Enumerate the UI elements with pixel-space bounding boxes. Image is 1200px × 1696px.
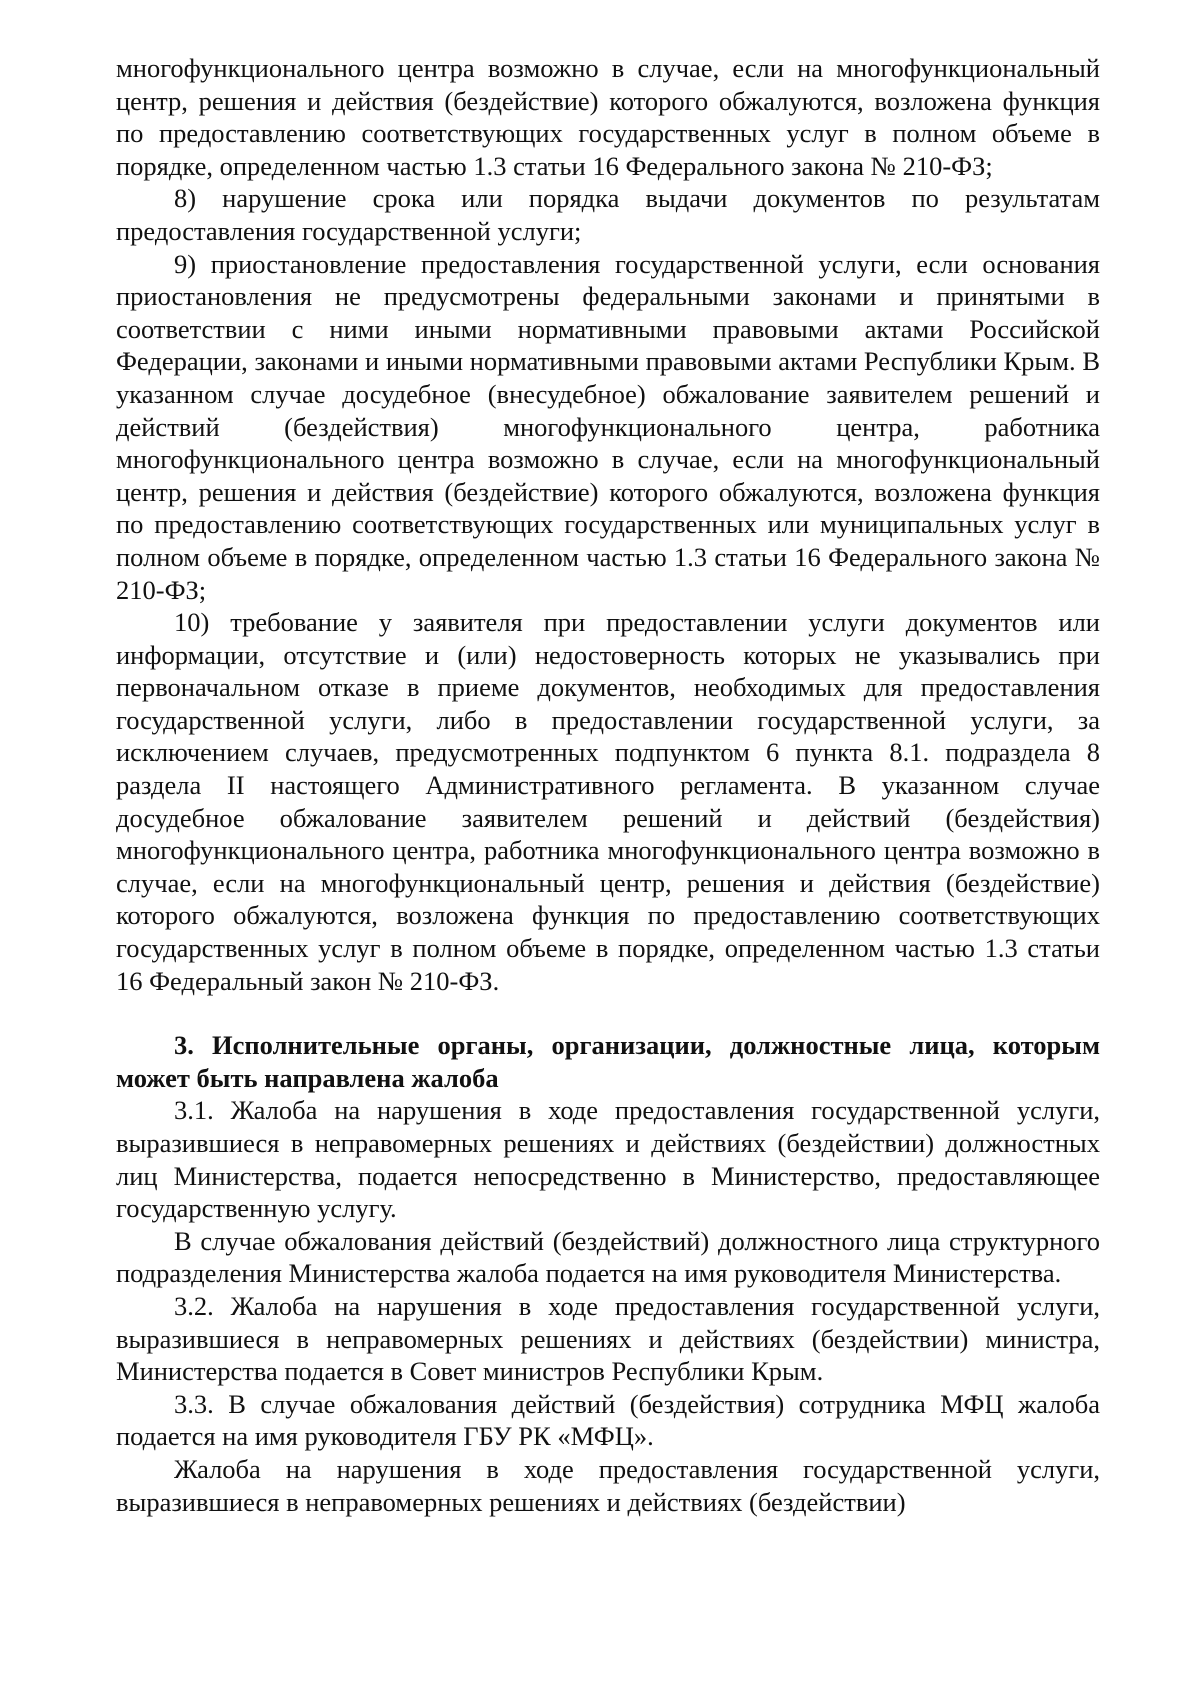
section-heading: 3. Исполнительные органы, организации, должностные лица, которым может быть направлена жалоба bbox=[116, 1030, 1100, 1093]
document-page bbox=[116, 52, 1100, 1518]
paragraph-3-1: 3.1. Жалоба на нарушения в ходе предоставления государственной услуги, выразившиеся в неправомерных решениях и действиях (бездействии) должностных лиц Министерства, подается непосредственно в Министерство, предоставляющее государственную услугу. bbox=[116, 1095, 1100, 1224]
paragraph-item-8: 8) нарушение срока или порядка выдачи документов по результатам предоставления государственной услуги; bbox=[116, 183, 1100, 246]
paragraph-item-9: 9) приостановление предоставления государственной услуги, если основания приостановления не предусмотрены федеральными законами и принятыми в соответствии с ними иными нормативными правовыми актами Российской Федерации, законами и иными нормативными правовыми актами Республики Крым. В указанном случае досудебное (внесудебное) обжалование заявителем решений и действий (бездействия) многофункционального центра, работника многофункционального центра возможно в случае, если на многофункциональный центр, решения и действия (бездействие) которого обжалуются, возложена функция по предоставлению соответствующих государственных или муниципальных услуг в полном объеме в порядке, определенном частью 1.3 статьи 16 Федерального закона № 210-ФЗ; bbox=[116, 248, 1100, 605]
paragraph-complaint-mfc: Жалоба на нарушения в ходе предоставления государственной услуги, выразившиеся в неправомерных решениях и действиях (бездействии) bbox=[116, 1453, 1100, 1517]
paragraph-3-3: 3.3. В случае обжалования действий (бездействия) сотрудника МФЦ жалоба подается на имя руководителя ГБУ РК «МФЦ». bbox=[116, 1388, 1100, 1452]
paragraph-structural-unit: В случае обжалования действий (бездействий) должностного лица структурного подразделения Министерства жалоба подается на имя руководителя Министерства. bbox=[116, 1225, 1100, 1289]
paragraph-3-2: 3.2. Жалоба на нарушения в ходе предоставления государственной услуги, выразившиеся в неправомерных решениях и действиях (бездействии) министра, Министерства подается в Совет министров Республики Крым. bbox=[116, 1290, 1100, 1387]
paragraph-item-10: 10) требование у заявителя при предоставлении услуги документов или информации, отсутствие и (или) недостоверность которых не указывались при первоначальном отказе в приеме документов, необходимых для предоставления государственной услуги, либо в предоставлении государственной услуги, за исключением случаев, предусмотренных подпунктом 6 пункта 8.1. подраздела 8 раздела II настоящего Административного регламента. В указанном случае досудебное обжалование заявителем решений и действий (бездействия) многофункционального центра, работника многофункционального центра возможно в случае, если на многофункциональный центр, решения и действия (бездействие) которого обжалуются, возложена функция по предоставлению соответствующих государственных услуг в полном объеме в порядке, определенном частью 1.3 статьи 16 Федеральный закон № 210-ФЗ. bbox=[116, 607, 1100, 996]
paragraph-continuation: многофункционального центра возможно в случае, если на многофункциональный центр, решения и действия (бездействие) которого обжалуются, возложена функция по предоставлению соответствующих государственных услуг в полном объеме в порядке, определенном частью 1.3 статьи 16 Федерального закона № 210-ФЗ; bbox=[116, 53, 1100, 181]
